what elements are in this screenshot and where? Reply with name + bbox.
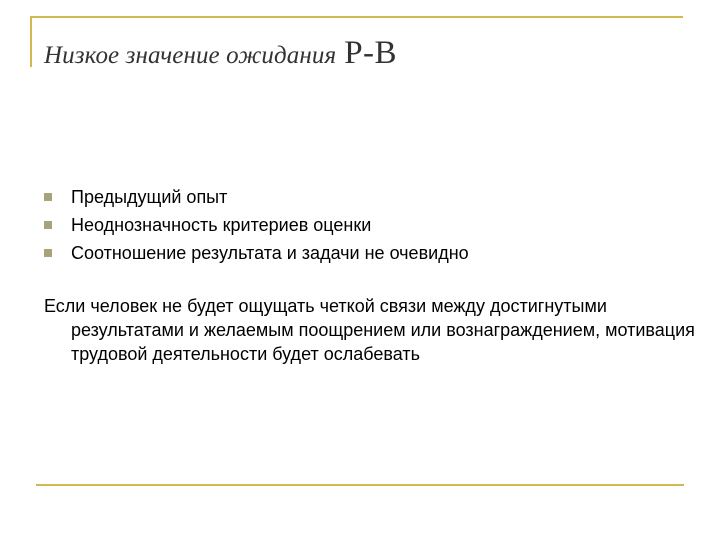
slide-title — [44, 36, 397, 70]
bullet-list — [44, 183, 469, 267]
bullet-text: Соотношение результата и задачи не очевидно — [71, 243, 469, 263]
bullet-text: Неоднозначность критериев оценки — [71, 215, 372, 235]
bottom-accent-rule — [36, 484, 684, 486]
slide-title-text: Низкое значение ожидания — [44, 42, 337, 69]
slide-title-suffix: P-B — [344, 35, 398, 71]
left-accent-rule — [30, 16, 32, 67]
bullet-item — [44, 211, 469, 239]
body-paragraph: Если человек не будет ощущать четкой связи между достигнутыми результатами и желаемым поощрением или вознаграждением, мотивация трудовой деятельности будет ослабевать — [44, 296, 695, 364]
bullet-item — [44, 183, 469, 211]
square-bullet-icon — [44, 221, 52, 229]
square-bullet-icon — [44, 193, 52, 201]
bullet-text: Предыдущий опыт — [71, 187, 228, 207]
top-accent-rule — [30, 16, 683, 18]
square-bullet-icon — [44, 249, 52, 257]
bullet-item — [44, 239, 469, 267]
